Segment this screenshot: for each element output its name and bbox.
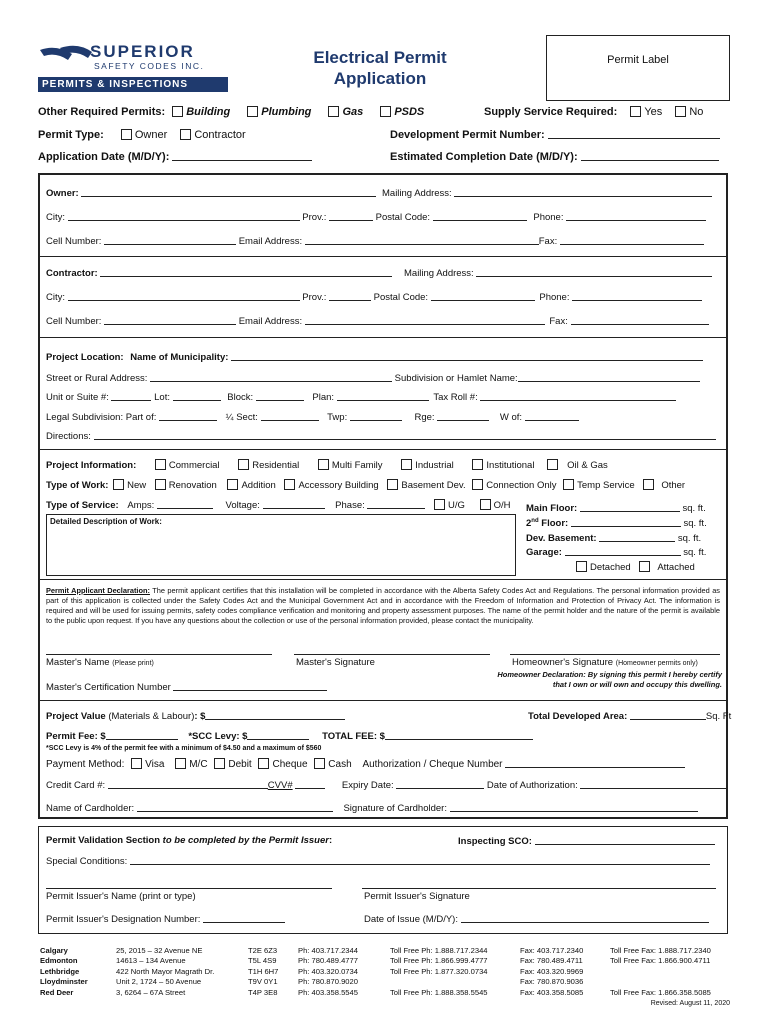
permit-type-row: Permit Type: Owner Contractor [38, 129, 246, 141]
office-postals: T2E 6Z3 T5L 4S9 T1H 6H7 T9V 0Y1 T4P 3E8 [248, 946, 279, 997]
divider-declaration [38, 700, 728, 701]
scc-note: *SCC Levy is 4% of the permit fee with a minimum of $4.50 and a maximum of $560 [46, 745, 322, 752]
office-tollfree: Toll Free Ph: 1.888.717.2344 Toll Free Ph: 1.866.999.4777 Toll Free Ph: 1.877.320.0734 Toll Free Ph: 1.888.358.5545 [390, 946, 488, 997]
owner-cell-input[interactable] [104, 235, 236, 245]
issuer-name-line[interactable] [46, 888, 332, 889]
inspecting-sco-row: Inspecting SCO: [458, 835, 715, 847]
contractor-mailing-input[interactable] [476, 267, 712, 277]
permit-label-box [546, 35, 730, 101]
declaration-text: Permit Applicant Declaration: The permit applicant certifies that this installation will be completed in accordance with the Alberta Safety Codes Act and Regulations. The personal information provided as part of this application is collected under the Safety Codes Act and the Municipal Government Act and in accordance with the Freedom of Information and Protection of Privacy Act. The information is required and will be used for issuing permits, safety codes compliance verification and monitoring and property assessment purposes. The name of the permit holder and the nature of the permit is available to the public upon request. If you have any questions about the collection or use of the personal information provided, please contact the municipality. [46, 586, 721, 625]
tax-roll-input[interactable] [480, 391, 676, 401]
owner-postal-input[interactable] [433, 211, 527, 221]
logo-band: PERMITS & INSPECTIONS [38, 77, 228, 92]
office-addresses: 25, 2015 – 32 Avenue NE 14613 – 134 Avenue 422 North Mayor Magrath Dr. Unit 2, 1724 – 50 Avenue 3, 6264 – 67A Street [116, 946, 215, 997]
masters-cert-input[interactable] [173, 681, 327, 691]
fee-row: Permit Fee: $ *SCC Levy: $ TOTAL FEE: $ [46, 730, 533, 742]
designation-input[interactable] [203, 913, 285, 923]
owner-phone-input[interactable] [566, 211, 706, 221]
connection-only-checkbox[interactable] [472, 479, 483, 490]
revised-date: Revised: August 11, 2020 [650, 1000, 730, 1007]
divider-contractor [38, 337, 728, 338]
project-value-row: Project Value (Materials & Labour): $ [46, 710, 345, 722]
second-floor-input[interactable] [571, 517, 681, 527]
other-checkbox[interactable] [643, 479, 654, 490]
contractor-row-3: Cell Number: Email Address: Fax: [46, 315, 709, 327]
garage-row: Garage: sq. ft. [526, 547, 707, 558]
issuer-name-label: Permit Issuer's Name (print or type) [46, 891, 196, 902]
psds-checkbox[interactable] [380, 106, 391, 117]
expiry-input[interactable] [396, 779, 484, 789]
owner-name-input[interactable] [81, 187, 376, 197]
garage-type-row: Detached Attached [572, 561, 695, 573]
masters-signature-line[interactable] [294, 654, 490, 655]
main-floor-input[interactable] [580, 502, 680, 512]
plumbing-checkbox[interactable] [247, 106, 258, 117]
garage-input[interactable] [565, 546, 681, 556]
amps-input[interactable] [157, 499, 213, 509]
divider-location [38, 449, 728, 450]
gas-checkbox[interactable] [328, 106, 339, 117]
payment-method-row: Payment Method: Visa M/C Debit Cheque Cash Authorization / Cheque Number [46, 758, 685, 770]
dev-basement-row: Dev. Basement: sq. ft. [526, 533, 702, 544]
street-input[interactable] [150, 372, 392, 382]
contractor-checkbox[interactable] [180, 129, 191, 140]
est-completion-input[interactable] [581, 151, 719, 161]
detailed-description-box[interactable] [46, 514, 516, 576]
ug-checkbox[interactable] [434, 499, 445, 510]
total-area-input[interactable] [630, 710, 706, 720]
designation-row: Permit Issuer's Designation Number: [46, 913, 285, 925]
office-phones: Ph: 403.717.2344 Ph: 780.489.4777 Ph: 403.320.0734 Ph: 780.870.9020 Ph: 403.358.5545 [298, 946, 358, 997]
supply-yes-checkbox[interactable] [630, 106, 641, 117]
divider-project [38, 579, 728, 580]
offices-footer [40, 946, 740, 1006]
commercial-checkbox[interactable] [155, 459, 166, 470]
cardholder-row: Name of Cardholder: Signature of Cardholder: [46, 802, 698, 814]
directions-input[interactable] [94, 430, 716, 440]
second-floor-row: 2nd Floor: sq. ft. [526, 517, 707, 529]
owner-email-input[interactable] [305, 235, 539, 245]
contractor-email-input[interactable] [305, 315, 545, 325]
location-row-4: Legal Subdivision: Part of: ¼ Sect: Twp: Rge: W of: [46, 411, 579, 423]
cash-checkbox[interactable] [314, 758, 325, 769]
issuer-sig-label: Permit Issuer's Signature [364, 891, 470, 902]
temp-service-checkbox[interactable] [563, 479, 574, 490]
office-tollfree-fax: Toll Free Fax: 1.888.717.2340 Toll Free Fax: 1.866.900.4711 Toll Free Fax: 1.866.358.5085 [610, 946, 711, 997]
basement-dev-checkbox[interactable] [387, 479, 398, 490]
residential-checkbox[interactable] [238, 459, 249, 470]
debit-checkbox[interactable] [214, 758, 225, 769]
total-area-row: Total Developed Area: Sq. Ft [528, 711, 732, 722]
owner-fax-input[interactable] [560, 235, 704, 245]
office-cities: Calgary Edmonton Lethbridge Lloydminster Red Deer [40, 946, 88, 997]
special-conditions-input[interactable] [130, 855, 710, 865]
unit-input[interactable] [111, 391, 151, 401]
addition-checkbox[interactable] [227, 479, 238, 490]
supply-service-row: Supply Service Required: Yes No [484, 106, 704, 118]
divider-owner [38, 256, 728, 257]
logo-name: SUPERIOR [90, 42, 195, 61]
accessory-checkbox[interactable] [284, 479, 295, 490]
main-floor-row: Main Floor: sq. ft. [526, 503, 706, 514]
page-title: Electrical Permit Application [313, 48, 447, 88]
permit-label-text: Permit Label [607, 54, 669, 66]
twp-input[interactable] [350, 411, 402, 421]
permit-fee-input[interactable] [106, 730, 178, 740]
homeowner-signature-line[interactable] [510, 654, 720, 655]
new-checkbox[interactable] [113, 479, 124, 490]
phase-input[interactable] [367, 499, 425, 509]
special-conditions-row: Special Conditions: [46, 855, 710, 867]
location-row-2: Street or Rural Address: Subdivision or Hamlet Name: [46, 372, 700, 384]
contractor-postal-input[interactable] [431, 291, 535, 301]
credit-card-input[interactable] [108, 779, 268, 789]
validation-heading: Permit Validation Section to be completed by the Permit Issuer: [46, 835, 333, 846]
cardholder-name-input[interactable] [137, 802, 333, 812]
owner-city-input[interactable] [68, 211, 300, 221]
cheque-checkbox[interactable] [258, 758, 269, 769]
contractor-cell-input[interactable] [104, 315, 236, 325]
masters-name-label: Master's Name (Please print) [46, 657, 154, 668]
logo [38, 42, 230, 94]
location-row-3: Unit or Suite #: Lot: Block: Plan: Tax Roll #: [46, 391, 676, 403]
date-issue-row: Date of Issue (M/D/Y): [364, 913, 709, 925]
scc-levy-input[interactable] [247, 730, 309, 740]
date-auth-input[interactable] [580, 779, 726, 789]
est-completion-row: Estimated Completion Date (M/D/Y): [390, 151, 719, 163]
contractor-phone-input[interactable] [572, 291, 702, 301]
homeowner-signature-label: Homeowner's Signature (Homeowner permits only) [512, 657, 698, 668]
app-date-row: Application Date (M/D/Y): [38, 151, 312, 163]
contractor-row-1: Contractor: [46, 267, 392, 279]
owner-checkbox[interactable] [121, 129, 132, 140]
location-row-5: Directions: [46, 430, 716, 442]
cardholder-sig-input[interactable] [450, 802, 698, 812]
project-info-row: Project Information: Commercial Residential Multi Family Industrial Institutional Oil & Gas [46, 460, 608, 471]
part-of-input[interactable] [159, 411, 217, 421]
detached-checkbox[interactable] [576, 561, 587, 572]
w-of-input[interactable] [525, 411, 579, 421]
owner-mailing: Mailing Address: [382, 187, 712, 199]
app-date-input[interactable] [172, 151, 312, 161]
auth-cheque-input[interactable] [505, 758, 685, 768]
subdivision-input[interactable] [518, 372, 700, 382]
dev-permit-row: Development Permit Number: [390, 129, 720, 141]
contractor-row-2: City: Prov.: Postal Code: Phone: [46, 291, 702, 303]
owner-row-1: Owner: [46, 187, 376, 199]
voltage-input[interactable] [263, 499, 325, 509]
owner-row-3: Cell Number: Email Address: Fax: [46, 235, 704, 247]
supply-no-checkbox[interactable] [675, 106, 686, 117]
mc-checkbox[interactable] [175, 758, 186, 769]
contractor-fax-input[interactable] [571, 315, 709, 325]
block-input[interactable] [256, 391, 304, 401]
owner-mailing-input[interactable] [454, 187, 712, 197]
dev-permit-input[interactable] [548, 129, 720, 139]
rge-input[interactable] [437, 411, 489, 421]
lot-input[interactable] [173, 391, 221, 401]
issuer-sig-line[interactable] [362, 888, 716, 889]
owner-row-2: City: Prov.: Postal Code: Phone: [46, 211, 706, 223]
date-issue-input[interactable] [461, 913, 709, 923]
credit-card-row: Credit Card #: CVV# Expiry Date: Date of Authorization: [46, 779, 726, 791]
inspecting-sco-input[interactable] [535, 835, 715, 845]
contractor-name-input[interactable] [100, 267, 392, 277]
other-required-row: Other Required Permits: Building Plumbing Gas PSDS [38, 106, 425, 118]
logo-sub: SAFETY CODES INC. [94, 61, 205, 71]
location-row-1: Project Location: Name of Municipality: [46, 351, 703, 363]
renovation-checkbox[interactable] [155, 479, 166, 490]
contractor-mailing: Mailing Address: [404, 267, 712, 279]
attached-checkbox[interactable] [639, 561, 650, 572]
oil-gas-checkbox[interactable] [547, 459, 558, 470]
dev-basement-input[interactable] [599, 532, 675, 542]
plan-input[interactable] [337, 391, 429, 401]
industrial-checkbox[interactable] [401, 459, 412, 470]
masters-cert-row: Master's Certification Number [46, 681, 327, 693]
institutional-checkbox[interactable] [472, 459, 483, 470]
cvv-input[interactable] [295, 779, 325, 789]
contractor-prov-input[interactable] [329, 291, 371, 301]
detailed-description-label: Detailed Description of Work: [50, 517, 162, 526]
office-faxes: Fax: 403.717.2340 Fax: 780.489.4711 Fax: 403.320.9969 Fax: 780.870.9036 Fax: 403.358.5085 [520, 946, 584, 997]
type-of-work-row: Type of Work: New Renovation Addition Accessory Building Basement Dev. Connection Only Temp Service Other [46, 480, 686, 491]
logo-swoosh-icon [38, 44, 94, 66]
municipality-input[interactable] [231, 351, 703, 361]
oh-checkbox[interactable] [480, 499, 491, 510]
contractor-city-input[interactable] [68, 291, 300, 301]
owner-prov-input[interactable] [329, 211, 373, 221]
multi-family-checkbox[interactable] [318, 459, 329, 470]
masters-signature-label: Master's Signature [296, 657, 375, 668]
total-fee-input[interactable] [385, 730, 533, 740]
masters-name-line[interactable] [46, 654, 272, 655]
quarter-sect-input[interactable] [261, 411, 319, 421]
homeowner-declaration: Homeowner Declaration: By signing this permit I hereby certify that I own or will own and occupy this dwelling. [497, 670, 722, 689]
type-of-service-row: Type of Service: Amps: Voltage: Phase: U/G O/H [46, 500, 511, 511]
building-checkbox[interactable] [172, 106, 183, 117]
project-value-input[interactable] [205, 710, 345, 720]
visa-checkbox[interactable] [131, 758, 142, 769]
